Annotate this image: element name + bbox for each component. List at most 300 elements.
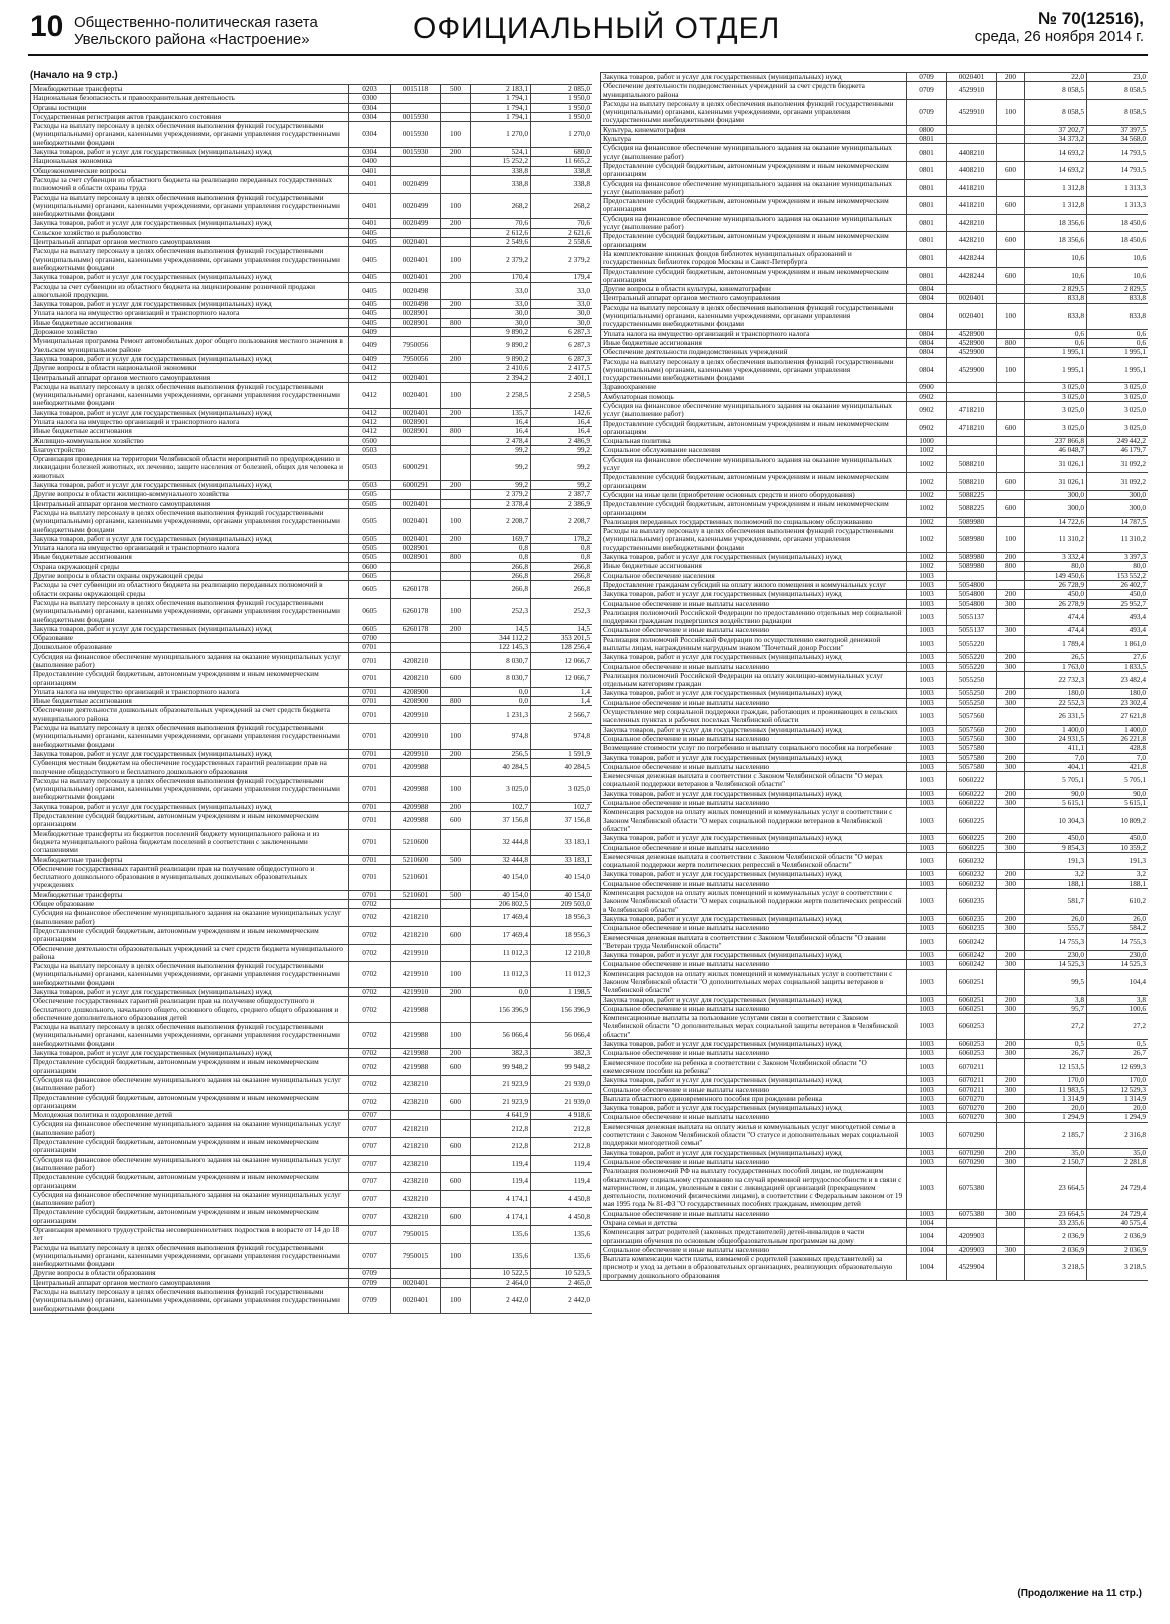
section-code: 1003 [907,924,947,933]
section-code: 0605 [349,572,391,581]
item-name: Центральный аппарат органов местного самоуправления [31,238,349,247]
amount-2015: 16,4 [471,427,531,436]
expense-type [997,1122,1025,1148]
expense-type [997,144,1025,162]
expense-type: 300 [997,1209,1025,1218]
target-code: 6070270 [947,1113,997,1122]
expense-type [441,328,471,337]
amount-2016: 16,4 [531,417,593,426]
target-code: 5088225 [947,500,997,518]
item-name: Социальное обеспечение и иные выплаты населению [601,1157,907,1166]
table-row [31,926,593,944]
target-code: 5054800 [947,580,997,589]
amount-2016: 12 699,3 [1087,1058,1149,1076]
item-name: Предоставление субсидий бюджетным, автономным учреждениям и иным некоммерческим организациям [31,812,349,830]
expense-type [441,1111,471,1120]
amount-2016: 5 705,1 [1087,772,1149,790]
amount-2015: 40 154,0 [471,864,531,890]
amount-2015: 32 444,8 [471,829,531,855]
item-name: Молодежная политика и оздоровление детей [31,1111,349,1120]
section-code: 0707 [349,1190,391,1208]
table-row [31,382,593,408]
expense-type [441,103,471,112]
target-code: 6000291 [391,481,441,490]
expense-type [997,1014,1025,1040]
table-row [31,581,593,599]
amount-2016: 2 036,9 [1087,1228,1149,1246]
table-row [601,357,1149,383]
table-row [31,455,593,481]
expense-type: 200 [441,749,471,758]
table-row [601,1004,1149,1013]
amount-2015: 268,2 [471,193,531,219]
amount-2015: 170,0 [1025,1076,1087,1085]
section-code: 0801 [907,214,947,232]
amount-2015: 12 153,5 [1025,1058,1087,1076]
section-code: 0701 [349,706,391,724]
amount-2016: 1 833,5 [1087,662,1149,671]
section-code: 0500 [349,436,391,445]
section-code: 0804 [907,294,947,303]
expense-type [997,401,1025,419]
section-code: 1002 [907,553,947,562]
table-row [601,1040,1149,1049]
amount-2015: 3,2 [1025,870,1087,879]
section-code: 1003 [907,1049,947,1058]
item-name: Закупка товаров, работ и услуг для государственных (муниципальных) нужд [601,951,907,960]
section-code: 1003 [907,744,947,753]
item-name: Уплата налога на имущество организаций и транспортного налога [601,329,907,338]
amount-2016: 2 281,8 [1087,1157,1149,1166]
newspaper-name-line1: Общественно-политическая газета [74,14,318,31]
section-code: 0707 [349,1208,391,1226]
expense-type [441,1190,471,1208]
amount-2015: 23 664,5 [1025,1167,1087,1209]
amount-2015: 404,1 [1025,762,1087,771]
amount-2016: 27 621,8 [1087,708,1149,726]
amount-2016: 33 183,1 [531,829,593,855]
section-code: 0405 [349,300,391,309]
target-code: 4238210 [391,1173,441,1191]
table-row [601,1058,1149,1076]
expense-type: 200 [441,354,471,363]
target-code: 4208210 [391,670,441,688]
table-row [601,951,1149,960]
section-code: 1003 [907,753,947,762]
table-row [601,232,1149,250]
amount-2016: 18 956,3 [531,909,593,927]
amount-2016: 100,6 [1087,1004,1149,1013]
target-code: 4209910 [391,724,441,750]
item-name: Межбюджетные трансферты из бюджетов поселений бюджету муниципального района и из бюджета муниципального района бюджетам поселений в соответствии с заключенными соглашениями [31,829,349,855]
target-code: 4218210 [391,1120,441,1138]
amount-2016: 2 258,5 [531,382,593,408]
amount-2016: 23,0 [1087,73,1149,82]
item-name: Субсидия на финансовое обеспечение муниципального задания на оказание муниципальных услуг (выполнение работ) [601,179,907,197]
section-code: 0505 [349,508,391,534]
item-name: Обеспечение государственных гарантий реализации прав на получение общедоступного и бесплатного дошкольного, начального общего, основного общего, среднего общего образования и обеспечение дополнительного образования детей [31,997,349,1023]
expense-type [441,944,471,962]
item-name: Социальное обеспечение и иные выплаты населению [601,960,907,969]
target-code [391,157,441,166]
target-code [391,445,441,454]
target-code [947,437,997,446]
target-code: 6060232 [947,852,997,870]
target-code: 5057560 [947,725,997,734]
expense-type: 200 [997,789,1025,798]
amount-2015: 1 789,4 [1025,635,1087,653]
section-code: 1003 [907,608,947,626]
table-row [601,1245,1149,1254]
section-code: 1002 [907,446,947,455]
amount-2016: 610,2 [1087,889,1149,915]
expense-type [441,652,471,670]
right-column [600,72,1148,1596]
amount-2015: 2 183,1 [471,85,531,94]
expense-type: 200 [997,995,1025,1004]
table-row [601,419,1149,437]
amount-2016: 1 950,0 [531,94,593,103]
item-name: Реализация полномочий Российской Федерации по предоставлению отдельных мер социальной поддержки гражданам подвергшихся воздействию радиации [601,608,907,626]
expense-type [997,708,1025,726]
expense-type [997,82,1025,100]
section-code: 1003 [907,689,947,698]
section-code: 0709 [907,82,947,100]
amount-2016: 2 465,0 [531,1278,593,1287]
table-row [601,635,1149,653]
target-code: 4718210 [947,419,997,437]
item-name: Жилищно-коммунальное хозяйство [31,436,349,445]
amount-2016: 10 809,2 [1087,808,1149,834]
expense-type [997,1219,1025,1228]
item-name: Центральный аппарат органов местного самоуправления [31,373,349,382]
amount-2015: 37 156,8 [471,812,531,830]
table-row [31,553,593,562]
item-name: Ежемесячное пособие на ребенка в соответствии с Законом Челябинской области "О ежемесячном пособии на ребенка" [601,1058,907,1076]
section-code: 0801 [907,135,947,144]
expense-type: 100 [997,99,1025,125]
item-name: Закупка товаров, работ и услуг для государственных (муниципальных) нужд [601,995,907,1004]
table-row [31,309,593,318]
amount-2015: 0,0 [471,697,531,706]
amount-2016: 212,8 [531,1138,593,1156]
table-row [601,1255,1149,1281]
table-row [601,527,1149,553]
amount-2016: 16,4 [531,427,593,436]
item-name: Закупка товаров, работ и услуг для государственных (муниципальных) нужд [601,870,907,879]
expense-type [441,373,471,382]
target-code [391,643,441,652]
table-row [601,99,1149,125]
amount-2015: 8 030,7 [471,652,531,670]
table-row [31,490,593,499]
expense-type: 100 [997,527,1025,553]
item-name: Закупка товаров, работ и услуг для государственных (муниципальных) нужд [31,802,349,811]
target-code: 4208210 [391,652,441,670]
amount-2015: 3 025,0 [1025,383,1087,392]
table-row [31,812,593,830]
expense-type [997,214,1025,232]
section-code: 0702 [349,962,391,988]
section-code: 0701 [349,724,391,750]
item-name: Дорожное хозяйство [31,328,349,337]
expense-type: 300 [997,843,1025,852]
amount-2015: 2 612,6 [471,228,531,237]
table-row [31,802,593,811]
expense-type [441,436,471,445]
target-code: 0020401 [391,273,441,282]
amount-2015: 9 890,2 [471,354,531,363]
target-code: 6060225 [947,834,997,843]
amount-2015: 22,0 [1025,73,1087,82]
table-row [601,383,1149,392]
expense-type [441,228,471,237]
item-name: Субсидия на финансовое обеспечение муниципального задания на оказание муниципальных услуг (выполнение работ) [601,401,907,419]
table-row [601,843,1149,852]
target-code: 0020401 [391,508,441,534]
amount-2015: 31 026,1 [1025,473,1087,491]
item-name: Образование [31,634,349,643]
expense-type [997,933,1025,951]
section-code: 0505 [349,534,391,543]
amount-2016: 7,0 [1087,753,1149,762]
item-name: Расходы на выплату персоналу в целях обеспечения выполнения функций государственными (муниципальными) органами, казенными учреждениями, органами управления государственными внебюджетными фондами [31,247,349,273]
target-code: 4218210 [391,1138,441,1156]
item-name: Расходы на выплату персоналу в целях обеспечения выполнения функций государственными (муниципальными) органами, казенными учреждениями, органами управления государственными внебюджетными фондами [31,776,349,802]
item-name: Субсидия на финансовое обеспечение муниципального задания на оказание муниципальных услуг (выполнение работ) [31,1155,349,1173]
item-name: Культура [601,135,907,144]
amount-2016: 1 314,9 [1087,1094,1149,1103]
expense-type: 200 [997,1104,1025,1113]
target-code: 0028901 [391,417,441,426]
amount-2015: 119,4 [471,1155,531,1173]
section-code: 0707 [349,1226,391,1244]
item-name: Обеспечение деятельности подведомственных учреждений за счет средств бюджета муниципального района [601,82,907,100]
amount-2015: 2 379,2 [471,490,531,499]
table-row [31,238,593,247]
amount-2016: 428,8 [1087,744,1149,753]
section-code: 1003 [907,671,947,689]
section-code: 0701 [349,759,391,777]
item-name: Социальное обслуживание населения [601,446,907,455]
section-code: 0505 [349,490,391,499]
amount-2016: 191,3 [1087,852,1149,870]
amount-2015: 135,6 [471,1226,531,1244]
section-code: 1003 [907,580,947,589]
item-name: Субсидия на финансовое обеспечение муниципального задания на оказание муниципальных услуг [601,455,907,473]
amount-2015: 33,0 [471,300,531,309]
amount-2016: 135,6 [531,1226,593,1244]
amount-2016: 34 568,0 [1087,135,1149,144]
amount-2015: 14,5 [471,624,531,633]
amount-2016: 37 397,5 [1087,125,1149,134]
section-code: 0701 [349,855,391,864]
amount-2015: 8 058,5 [1025,82,1087,100]
table-row [31,634,593,643]
table-row [601,580,1149,589]
expense-type: 200 [997,725,1025,734]
amount-2015: 9 854,3 [1025,843,1087,852]
amount-2015: 206 802,5 [471,900,531,909]
amount-2016: 37 156,8 [531,812,593,830]
expense-type [997,179,1025,197]
section-code: 0902 [907,401,947,419]
item-name: Расходы на выплату персоналу в целях обеспечения выполнения функций государственными (муниципальными) органами, казенными учреждениями, органами управления государственными внебюджетными фондами [31,598,349,624]
amount-2015: 1 995,1 [1025,357,1087,383]
item-name: Органы юстиции [31,103,349,112]
table-row [31,157,593,166]
amount-2016: 6 287,3 [531,337,593,355]
expense-type [997,437,1025,446]
item-name: Социальное обеспечение и иные выплаты населению [601,599,907,608]
amount-2016: 11 665,2 [531,157,593,166]
target-code: 4428210 [947,232,997,250]
amount-2016: 23 302,4 [1087,698,1149,707]
section-code: 0503 [349,481,391,490]
item-name: Организация временного трудоустройства несовершеннолетних подростков в возрасте от 14 до 18 лет [31,1226,349,1244]
section-code: 0600 [349,562,391,571]
amount-2015: 33,0 [471,282,531,300]
target-code: 0028901 [391,427,441,436]
amount-2016: 8 058,5 [1087,82,1149,100]
target-code: 6075380 [947,1167,997,1209]
expense-type: 100 [441,382,471,408]
target-code: 5210601 [391,890,441,899]
amount-2015: 833,8 [1025,294,1087,303]
target-code [391,1111,441,1120]
expense-type [441,445,471,454]
section-code: 0401 [349,219,391,228]
amount-2016: 1 400,0 [1087,725,1149,734]
amount-2015: 300,0 [1025,500,1087,518]
amount-2015: 1 231,3 [471,706,531,724]
amount-2015: 1 314,9 [1025,1094,1087,1103]
target-code: 5089980 [947,517,997,526]
expense-type: 100 [441,598,471,624]
section-code: 0405 [349,238,391,247]
item-name: Компенсационные выплаты за пользование услугами связи в соответствии с Законом Челябинской области "О дополнительных мерах социальной защиты ветеранов в Челябинской области" [601,1014,907,1040]
section-code: 0405 [349,282,391,300]
item-name: Предоставление субсидий бюджетным, автономным учреждениям и иным некоммерческим организациям [31,1208,349,1226]
expense-type: 300 [997,1004,1025,1013]
expense-type: 800 [997,338,1025,347]
section-code: 1003 [907,599,947,608]
target-code: 0020401 [391,382,441,408]
expense-type: 100 [441,508,471,534]
target-code: 5054800 [947,590,997,599]
item-name: Предоставление субсидий бюджетным, автономным учреждениям и иным некоммерческим организациям [601,161,907,179]
amount-2015: 32 444,8 [471,855,531,864]
amount-2016: 268,2 [531,193,593,219]
expense-type: 100 [441,122,471,148]
expense-type [441,157,471,166]
amount-2016: 2 401,1 [531,373,593,382]
amount-2015: 11 012,3 [471,962,531,988]
expense-type: 200 [997,553,1025,562]
amount-2016: 1 995,1 [1087,348,1149,357]
table-row [601,329,1149,338]
expense-type [441,417,471,426]
target-code: 4529910 [947,99,997,125]
table-row [601,960,1149,969]
item-name: На комплектование книжных фондов библиотек муниципальных образований и государственных библиотек городов Москвы и Санкт-Петербурга [601,249,907,267]
expense-type: 600 [997,232,1025,250]
section-code: 0405 [349,318,391,327]
table-row [601,608,1149,626]
section-code: 0701 [349,776,391,802]
section-code: 0702 [349,1049,391,1058]
section-code: 0405 [349,228,391,237]
item-name: Закупка товаров, работ и услуг для государственных (муниципальных) нужд [31,534,349,543]
amount-2016: 14 787,5 [1087,517,1149,526]
table-row [31,112,593,121]
target-code: 6060235 [947,914,997,923]
section-code: 1003 [907,772,947,790]
item-name: Другие вопросы в области культуры, кинематографии [601,285,907,294]
target-code: 0020401 [391,373,441,382]
amount-2016: 25 952,7 [1087,599,1149,608]
section-code: 0702 [349,900,391,909]
target-code: 5055220 [947,653,997,662]
expense-type [441,238,471,247]
item-name: Закупка товаров, работ и услуг для государственных (муниципальных) нужд [31,624,349,633]
section-code: 0702 [349,909,391,927]
amount-2015: 2 150,7 [1025,1157,1087,1166]
expense-type: 100 [441,247,471,273]
expense-type [997,1058,1025,1076]
amount-2016: 6 287,3 [531,354,593,363]
section-code: 1003 [907,1076,947,1085]
section-code: 1003 [907,1157,947,1166]
amount-2016: 0,8 [531,553,593,562]
table-row [31,373,593,382]
table-row [601,808,1149,834]
amount-2015: 555,7 [1025,924,1087,933]
item-name: Закупка товаров, работ и услуг для государственных (муниципальных) нужд [601,1104,907,1113]
section-code: 0707 [349,1173,391,1191]
section-code: 1003 [907,960,947,969]
item-name: Закупка товаров, работ и услуг для государственных (муниципальных) нужд [601,653,907,662]
table-row [601,437,1149,446]
expense-type: 300 [997,698,1025,707]
amount-2015: 17 469,4 [471,926,531,944]
amount-2016: 2 316,8 [1087,1122,1149,1148]
expense-type: 600 [441,1093,471,1111]
amount-2016: 1,4 [531,687,593,696]
expense-type [441,997,471,1023]
amount-2015: 9 890,2 [471,337,531,355]
amount-2015: 0,6 [1025,329,1087,338]
amount-2015: 30,0 [471,309,531,318]
item-name: Возмещение стоимости услуг по погребению и выплату социального пособия на погребение [601,744,907,753]
table-row [601,179,1149,197]
item-name: Иные бюджетные ассигнования [31,697,349,706]
expense-type [441,544,471,553]
amount-2016: 142,6 [531,408,593,417]
section-code: 1004 [907,1219,947,1228]
table-row [31,427,593,436]
amount-2015: 581,7 [1025,889,1087,915]
amount-2016: 2 386,9 [531,499,593,508]
target-code: 6060251 [947,1004,997,1013]
amount-2015: 26,0 [1025,914,1087,923]
amount-2016: 18 450,6 [1087,214,1149,232]
expense-type: 300 [997,626,1025,635]
amount-2016: 0,6 [1087,338,1149,347]
amount-2015: 474,4 [1025,608,1087,626]
target-code: 4528900 [947,338,997,347]
section-code: 0401 [349,166,391,175]
